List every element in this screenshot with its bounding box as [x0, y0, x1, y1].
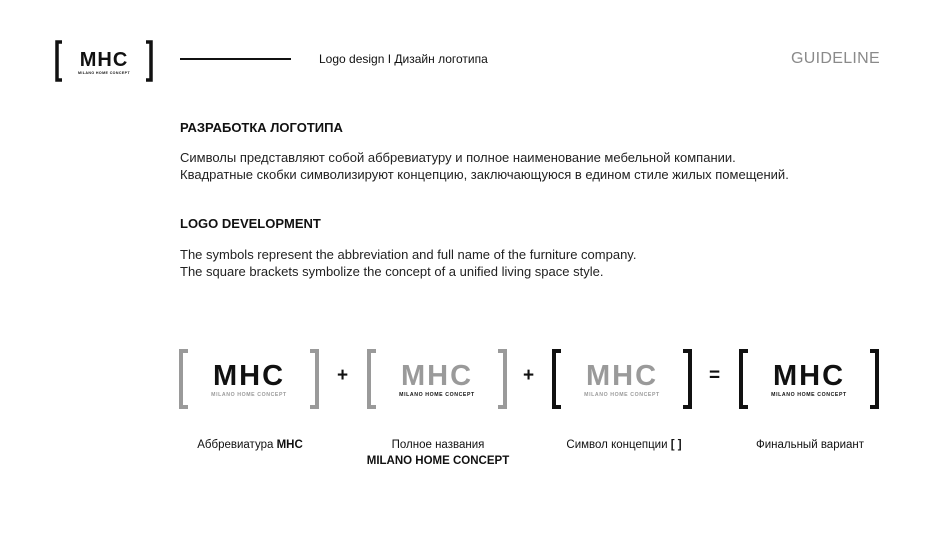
ru-heading: РАЗРАБОТКА ЛОГОТИПА — [180, 120, 343, 135]
en-line-1: The symbols represent the abbreviation and full name of the furniture company. — [180, 247, 637, 262]
logo-2-tagline: MILANO HOME CONCEPT — [399, 392, 475, 398]
ru-line-1: Символы представляют собой аббревиатуру и полное наименование мебельной компании. — [180, 150, 736, 165]
caption-final — [720, 437, 900, 453]
logo-3-tagline: MILANO HOME CONCEPT — [584, 392, 660, 398]
caption-2-text: Полное названия — [391, 439, 485, 451]
logo-step-full-name — [366, 349, 508, 409]
logo-3-letters: MHC — [585, 360, 659, 392]
caption-2-bold: MILANO HOME CONCEPT — [366, 455, 510, 467]
equals-operator: = — [709, 365, 721, 386]
logo-4-letters: MHC — [772, 360, 846, 392]
ru-line-2: Квадратные скобки символизируют концепцию, заключающуюся в едином стиле жилых помещений. — [180, 167, 789, 182]
logo-2-letters: MHC — [400, 360, 474, 392]
en-line-2: The square brackets symbolize the concept of a unified living space style. — [180, 264, 604, 279]
header-divider-line — [180, 58, 291, 60]
caption-4-text: Финальный вариант — [755, 439, 865, 451]
logo-1-tagline: MILANO HOME CONCEPT — [211, 392, 287, 398]
caption-1-text: Аббревиатура — [197, 439, 277, 451]
plus-operator-2: + — [523, 365, 535, 386]
header-subtitle: Logo design I Дизайн логотипа — [319, 52, 488, 66]
en-heading: LOGO DEVELOPMENT — [180, 216, 321, 231]
logo-4-tagline: MILANO HOME CONCEPT — [771, 392, 847, 398]
header-mhc-logo — [54, 40, 154, 82]
header-logo-tagline: MILANO HOME CONCEPT — [77, 71, 131, 75]
plus-operator-1: + — [337, 365, 349, 386]
caption-full-name — [348, 437, 528, 469]
guideline-label: GUIDELINE — [791, 50, 880, 67]
caption-1-bold: MHC — [276, 439, 303, 451]
caption-3-text: Символ концепции — [566, 439, 671, 451]
caption-3-bold: [ ] — [670, 439, 682, 451]
caption-abbreviation — [160, 437, 340, 453]
caption-concept-symbol — [534, 437, 714, 453]
logo-step-concept-symbol — [551, 349, 693, 409]
header-logo-letters: MHC — [79, 49, 129, 71]
logo-step-final — [738, 349, 880, 409]
logo-1-letters: MHC — [212, 360, 286, 392]
logo-step-abbreviation — [178, 349, 320, 409]
